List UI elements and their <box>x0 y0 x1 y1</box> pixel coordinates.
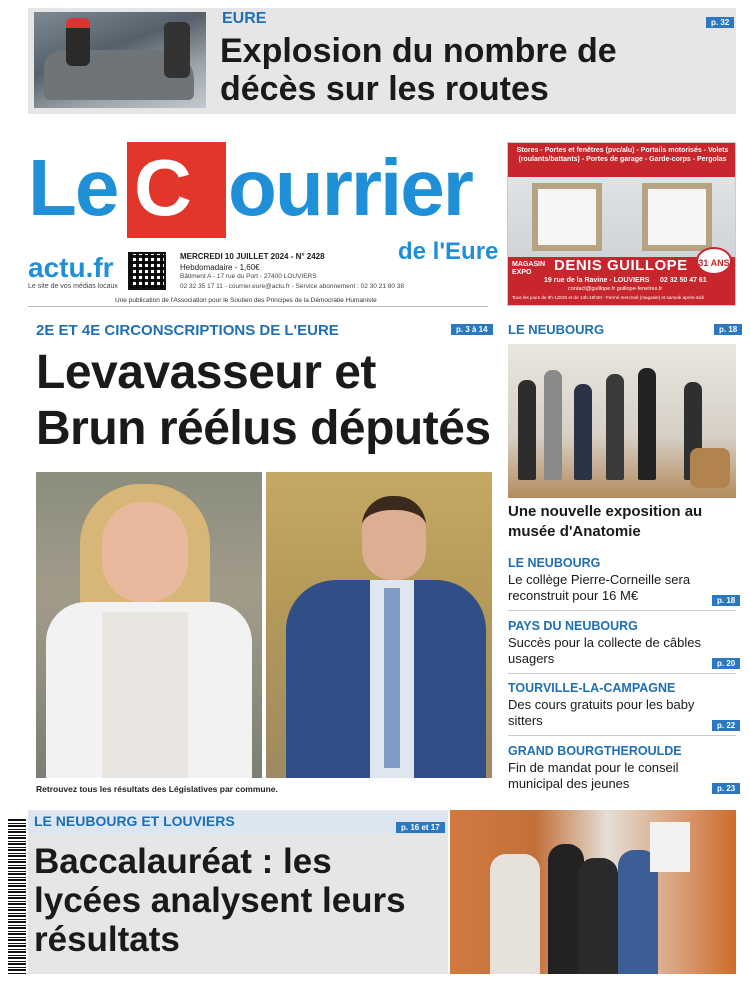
right-lead-headline[interactable]: Une nouvelle exposition au musée d'Anatomie <box>508 503 703 540</box>
top-teaser-page: p. 32 <box>706 17 734 28</box>
ad-phone: 02 32 50 47 61 <box>660 277 707 284</box>
top-teaser-section: EURE <box>222 10 267 27</box>
actu-logo[interactable]: actu.fr <box>28 252 114 283</box>
qr-code-icon[interactable] <box>128 252 166 290</box>
right-lead-page: p. 18 <box>714 324 742 335</box>
main-photo-woman <box>36 472 262 778</box>
ad-hours: Tous les jours de 9h-12h30 et de 14h-18h30 - Fermé mercredi (magasin) et samedi après-midi <box>512 295 705 300</box>
right-lead-section: LE NEUBOURG <box>508 322 605 337</box>
ad-brand: DENIS GUILLOPE <box>554 257 688 274</box>
office-contact: 02 32 35 17 11 - courrier.eure@actu.fr - Service abonnement : 02 30 21 80 38 <box>180 283 405 290</box>
ad-anniversary-badge: 31 ANS <box>696 247 732 275</box>
ad-services: Stores - Portes et fenêtres (pvc/alu) - Portails motorisés - Volets (roulants/battants) - Portes de garage - Garde-corps - Pergolas <box>508 143 736 177</box>
brief-3-page: p. 22 <box>712 720 740 731</box>
main-story-page: p. 3 à 14 <box>451 324 493 335</box>
brief-4-section: GRAND BOURGTHEROULDE <box>508 744 682 758</box>
brief-2-text[interactable]: Succès pour la collecte de câbles usagers <box>508 635 701 666</box>
main-photo-caption: Retrouvez tous les résultats des Législatives par commune. <box>36 784 278 794</box>
brief-1-page: p. 18 <box>712 595 740 606</box>
brief-divider <box>508 673 736 674</box>
bottom-story-photo <box>450 810 736 974</box>
issue-frequency-price: Hebdomadaire - 1,60€ <box>180 263 260 272</box>
right-lead-photo <box>508 344 736 498</box>
office-address: Bâtiment A - 17 rue du Port - 27400 LOUVIERS <box>180 273 317 280</box>
main-story-headline[interactable]: Levavasseur et Brun réélus députés <box>36 346 491 455</box>
masthead-c: C <box>134 143 192 232</box>
brief-4-page: p. 23 <box>712 783 740 794</box>
ad-windows-photo <box>508 177 736 257</box>
ad-address: 19 rue de la Ravine - LOUVIERS <box>544 277 650 284</box>
main-photo-man <box>266 472 492 778</box>
bottom-story-headline[interactable]: Baccalauréat : les lycées analysent leurs résultats <box>34 842 406 959</box>
brief-2-page: p. 20 <box>712 658 740 669</box>
bottom-story-page: p. 16 et 17 <box>396 822 445 833</box>
main-story-section: 2E ET 4E CIRCONSCRIPTIONS DE L'EURE <box>36 322 339 339</box>
masthead-ourrier: ourrier <box>228 143 472 232</box>
brief-3-section: TOURVILLE-LA-CAMPAGNE <box>508 681 676 695</box>
brief-1-text[interactable]: Le collège Pierre-Corneille sera reconstruit pour 16 M€ <box>508 572 691 603</box>
actu-tagline: Le site de vos médias locaux <box>28 283 118 290</box>
ad-website: contact@guillope.fr guillope-fenetres.fr <box>568 286 663 292</box>
top-teaser-title[interactable]: Explosion du nombre de décès sur les routes <box>220 32 617 108</box>
publisher-line: Une publication de l'Association pour le Soutien des Principes de la Démocratie Humaniste <box>115 297 377 304</box>
masthead-le: Le <box>28 143 118 232</box>
brief-4-text[interactable]: Fin de mandat pour le conseil municipal des jeunes <box>508 760 679 791</box>
ad-expo-label: MAGASIN EXPO <box>512 261 546 276</box>
barcode <box>8 818 26 974</box>
advertisement[interactable] <box>507 142 736 306</box>
issue-date: MERCREDI 10 JUILLET 2024 - N° 2428 <box>180 252 325 261</box>
brief-divider <box>508 735 736 736</box>
brief-1-section: LE NEUBOURG <box>508 556 601 570</box>
brief-3-text[interactable]: Des cours gratuits pour les baby sitters <box>508 697 695 728</box>
bottom-story-section: LE NEUBOURG ET LOUVIERS <box>34 813 235 829</box>
masthead-divider <box>28 306 488 307</box>
masthead-subtitle: de l'Eure <box>398 238 499 265</box>
top-teaser-photo <box>34 12 206 108</box>
brief-2-section: PAYS DU NEUBOURG <box>508 619 638 633</box>
brief-divider <box>508 610 736 611</box>
